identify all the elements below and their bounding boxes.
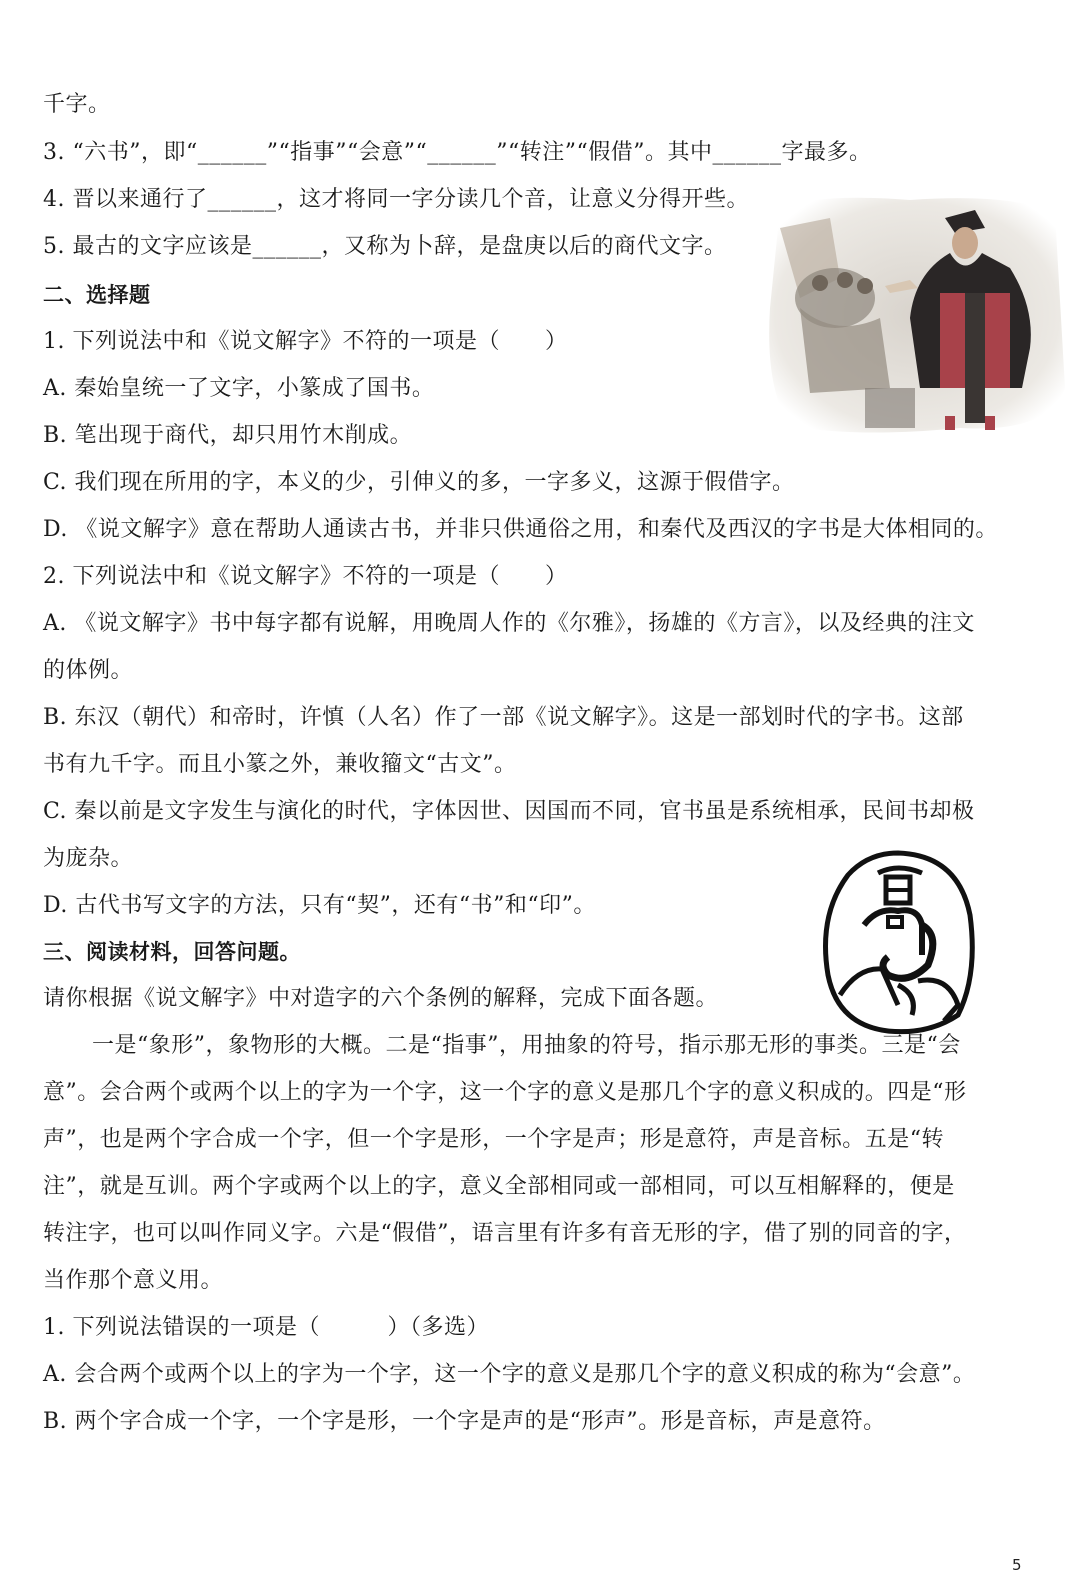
passage-line: 声”，也是两个字合成一个字，但一个字是形，一个字是声；形是意符，声是音标。五是“转 (43, 1127, 944, 1152)
option-b-continued: 书有九千字。而且小篆之外，兼收籀文“古文”。 (43, 752, 517, 777)
option-c-continued: 为庞杂。 (43, 846, 134, 871)
option-d: D. 古代书写文字的方法，只有“契”，还有“书”和“印”。 (43, 893, 596, 918)
option-d: D. 《说文解字》意在帮助人通读古书，并非只供通俗之用，和秦代及西汉的字书是大体相同的。 (43, 517, 998, 542)
reading-intro: 请你根据《说文解字》中对造字的六个条例的解释，完成下面各题。 (43, 986, 719, 1011)
section-heading-choice: 二、选择题 (43, 283, 151, 307)
option-b: B. 笔出现于商代，却只用竹木削成。 (43, 423, 413, 448)
option-a: A. 秦始皇统一了文字，小篆成了国书。 (43, 376, 435, 401)
question-stem: 1. 下列说法错误的一项是（ ）（多选） (43, 1315, 489, 1340)
option-c: C. 我们现在所用的字，本义的少，引伸义的多，一字多义，这源于假借字。 (43, 470, 795, 495)
section-heading-reading: 三、阅读材料，回答问题。 (43, 940, 301, 964)
option-b: B. 两个字合成一个字，一个字是形，一个字是声的是“形声”。形是音标，声是意符。 (43, 1409, 886, 1434)
passage-line: 意”。会合两个或两个以上的字为一个字，这一个字的意义是那几个字的意义积成的。四是“形 (43, 1080, 967, 1105)
fill-blank-item-4: 4. 晋以来通行了______，这才将同一字分读几个音，让意义分得开些。 (43, 187, 749, 212)
option-a-continued: 的体例。 (43, 658, 134, 683)
fill-blank-item-5: 5. 最古的文字应该是______，又称为卜辞，是盘庚以后的商代文字。 (43, 234, 727, 259)
question-stem: 2. 下列说法中和《说文解字》不符的一项是（ ） (43, 564, 568, 589)
fill-blank-item-3: 3. “六书”，即“______”“指事”“会意”“______”“转注”“假借”。其中______字最多。 (43, 140, 872, 165)
question-stem: 1. 下列说法中和《说文解字》不符的一项是（ ） (43, 329, 568, 354)
seal-script-glyph-icon (818, 845, 980, 1035)
option-c: C. 秦以前是文字发生与演化的时代，字体因世、因国而不同，官书虽是系统相承，民间书却极 (43, 799, 975, 824)
passage-line: 转注字，也可以叫作同义字。六是“假借”，语言里有许多有音无形的字，借了别的同音的字， (43, 1221, 967, 1246)
emperor-painting-illustration (760, 188, 1070, 438)
passage-line: 一是“象形”，象物形的大概。二是“指事”，用抽象的符号，指示那无形的事类。三是“会 (92, 1033, 961, 1058)
option-b: B. 东汉（朝代）和帝时，许慎（人名）作了一部《说文解字》。这是一部划时代的字书。这部 (43, 705, 964, 730)
continuation-text: 千字。 (43, 92, 111, 117)
option-a: A. 《说文解字》书中每字都有说解，用晚周人作的《尔雅》，扬雄的《方言》，以及经典的注文 (43, 611, 975, 636)
option-a: A. 会合两个或两个以上的字为一个字，这一个字的意义是那几个字的意义积成的称为“会意”。 (43, 1362, 976, 1387)
passage-line: 注”，就是互训。两个字或两个以上的字，意义全部相同或一部相同，可以互相解释的，便是 (43, 1174, 955, 1199)
passage-line: 当作那个意义用。 (43, 1268, 224, 1293)
page-number: 5 (1012, 1556, 1022, 1574)
